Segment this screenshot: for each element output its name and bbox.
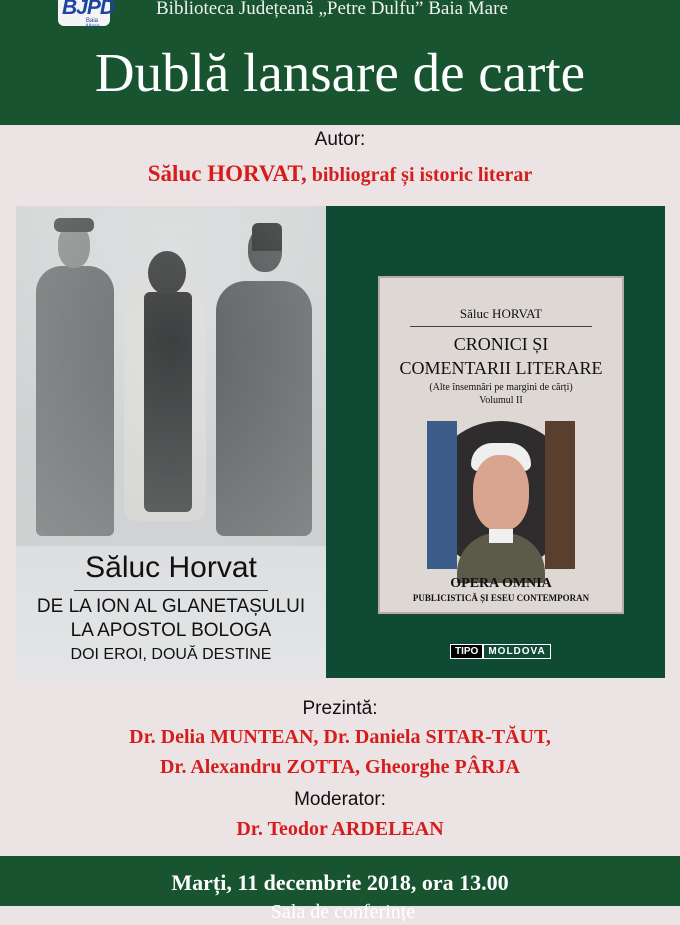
left-book-title-line1: DE LA ION AL GLANETAȘULUI — [36, 596, 306, 617]
library-name: Biblioteca Județeană „Petre Dulfu” Baia Mare — [156, 0, 508, 19]
right-book-volume: Volumul II — [479, 395, 523, 406]
author-role: bibliograf și istoric literar — [311, 164, 533, 186]
publisher-part-a: TIPO — [450, 644, 483, 659]
left-book-title-line2: LA APOSTOL BOLOGA — [70, 620, 272, 641]
author-label: Autor: — [314, 129, 366, 150]
book-cover-right — [326, 206, 665, 678]
right-book-author: Săluc HORVAT — [459, 306, 543, 321]
publisher-part-b: MOLDOVA — [483, 644, 550, 659]
venue-clip — [258, 899, 428, 923]
publisher-logo — [450, 644, 551, 659]
series-title: OPERA OMNIA — [450, 576, 552, 591]
event-date: Marți, 11 decembrie 2018, ora 13.00 — [171, 870, 509, 895]
series-subtitle: PUBLICISTICĂ ȘI ESEU CONTEMPORAN — [412, 593, 590, 603]
left-book-author: Săluc Horvat — [85, 551, 257, 584]
author-line — [0, 161, 680, 187]
page-title: Dublă lansare de carte — [94, 42, 586, 103]
moderator-label: Moderator: — [294, 789, 386, 810]
moderator-name: Dr. Teodor ARDELEAN — [236, 818, 444, 840]
photo-vignette — [16, 206, 326, 546]
header-band — [0, 0, 680, 125]
author-portrait — [427, 421, 575, 569]
right-book-title-line2: COMENTARII LITERARE — [399, 358, 603, 378]
right-cover-panel — [378, 276, 624, 614]
event-venue: Sala de conferințe — [270, 901, 416, 923]
presenters-line2: Dr. Alexandru ZOTTA, Gheorghe PÂRJA — [159, 756, 521, 778]
author-name: Săluc HORVAT, — [147, 161, 307, 186]
right-book-subtitle: (Alte însemnări pe margini de cărți) — [429, 382, 573, 393]
footer-band — [0, 856, 680, 923]
library-logo — [58, 0, 115, 30]
logo-mark: BJPD — [62, 0, 115, 19]
presenters-label: Prezintă: — [302, 698, 378, 719]
logo-subtext: Baia Mare — [86, 18, 100, 30]
book-cover-left — [16, 206, 326, 678]
left-book-subtitle: DOI EROI, DOUĂ DESTINE — [70, 646, 272, 663]
right-book-title-line1: CRONICI ȘI — [453, 334, 549, 354]
book-covers — [16, 206, 665, 678]
presenters-line1: Dr. Delia MUNTEAN, Dr. Daniela SITAR-TĂUT, — [129, 726, 551, 748]
left-book-divider — [74, 590, 268, 591]
right-book-divider — [410, 326, 592, 327]
